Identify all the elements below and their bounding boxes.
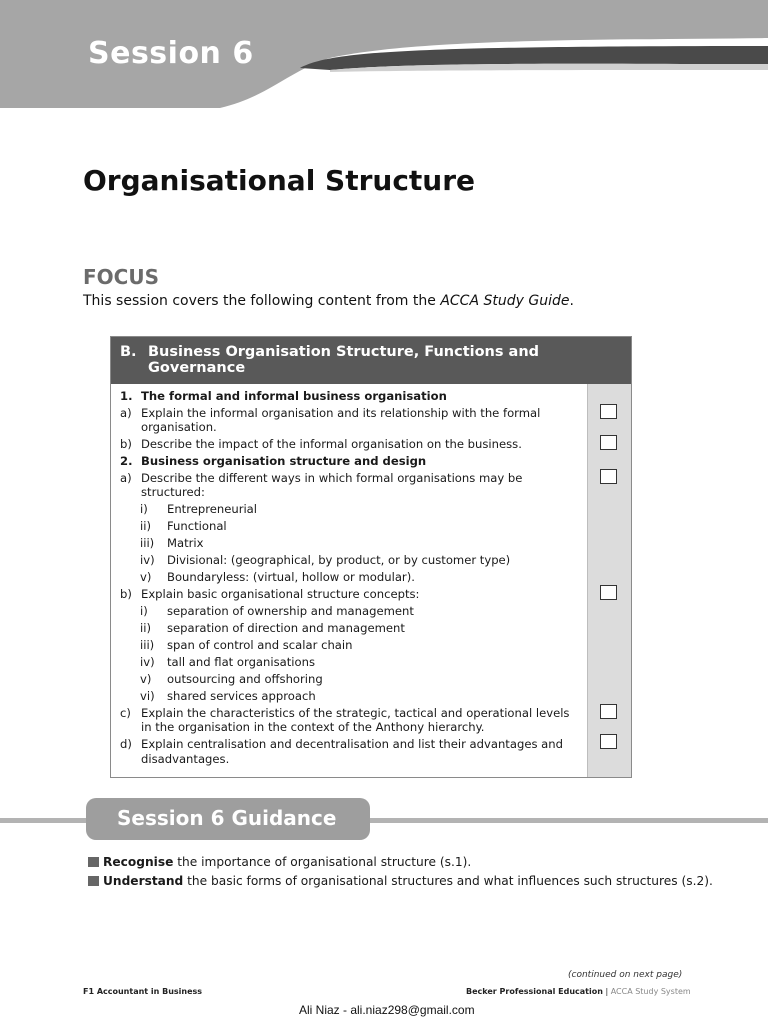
item-label: 2.	[120, 454, 133, 468]
square-bullet-icon	[88, 876, 99, 886]
footer-separator: |	[602, 987, 611, 996]
item-label: i)	[140, 502, 148, 516]
series-name: ACCA Study System	[610, 987, 691, 996]
focus-intro-text: This session covers the following content from the	[83, 293, 441, 309]
item-label: 1.	[120, 389, 133, 403]
item-text: Functional	[167, 519, 227, 533]
square-bullet-icon	[88, 857, 99, 867]
item-label: iv)	[140, 553, 155, 567]
section-letter: B.	[120, 344, 137, 360]
focus-heading: FOCUS	[83, 265, 159, 289]
guidance-text: the importance of organisational structure (s.1).	[173, 855, 472, 869]
guidance-item	[88, 855, 471, 869]
item-label: iii)	[140, 536, 155, 550]
item-text: Divisional: (geographical, by product, or by customer type)	[167, 553, 511, 567]
item-text: Matrix	[167, 536, 204, 550]
item-label: v)	[140, 672, 152, 686]
guidance-verb: Recognise	[103, 855, 174, 869]
continued-note: (continued on next page)	[568, 970, 683, 980]
checkbox-1b[interactable]	[600, 435, 617, 450]
item-text: The formal and informal business organisation	[141, 389, 447, 403]
item-label: vi)	[140, 689, 155, 703]
guidance-text: the basic forms of organisational structures and what influences such structures (s.2).	[183, 874, 713, 888]
item-text: Entrepreneurial	[167, 502, 258, 516]
item-label: iii)	[140, 638, 155, 652]
checkbox-2a[interactable]	[600, 469, 617, 484]
author-credit: Ali Niaz - ali.niaz298@gmail.com	[299, 1003, 475, 1017]
item-text: Explain basic organisational structure concepts:	[141, 587, 420, 601]
study-guide-table	[110, 336, 632, 778]
item-text: structured:	[141, 485, 205, 499]
item-label: i)	[140, 604, 148, 618]
item-text: separation of direction and management	[167, 621, 405, 635]
checkbox-2b[interactable]	[600, 585, 617, 600]
guidance-title: Session 6 Guidance	[117, 806, 337, 830]
page-title: Organisational Structure	[83, 164, 476, 197]
checkbox-2d[interactable]	[600, 734, 617, 749]
item-label: b)	[120, 587, 132, 601]
item-text: Explain the characteristics of the strategic, tactical and operational levels	[141, 706, 570, 720]
item-label: a)	[120, 471, 132, 485]
session-label: Session 6	[88, 36, 254, 71]
item-label: c)	[120, 706, 131, 720]
publisher-name: Becker Professional Education	[466, 987, 603, 996]
item-text: disadvantages.	[141, 752, 230, 766]
item-text: Describe the impact of the informal organisation on the business.	[141, 437, 522, 451]
item-text: shared services approach	[167, 689, 316, 703]
guidance-item	[88, 874, 713, 888]
item-text: Boundaryless: (virtual, hollow or modular).	[167, 570, 415, 584]
study-guide-header	[111, 337, 631, 384]
header-banner	[0, 0, 768, 110]
study-guide-reference: ACCA Study Guide	[440, 293, 570, 309]
item-text: Describe the different ways in which formal organisations may be	[141, 471, 523, 485]
focus-intro-end: .	[569, 293, 574, 309]
item-text: tall and flat organisations	[167, 655, 315, 669]
item-text: in the organisation in the context of the Anthony hierarchy.	[141, 720, 485, 734]
item-text: Business organisation structure and design	[141, 454, 427, 468]
section-title: Business Organisation Structure, Functions and Governance	[148, 344, 540, 376]
item-text: outsourcing and offshoring	[167, 672, 323, 686]
item-label: ii)	[140, 519, 151, 533]
item-label: ii)	[140, 621, 151, 635]
item-text: span of control and scalar chain	[167, 638, 353, 652]
checkbox-1a[interactable]	[600, 404, 617, 419]
item-label: v)	[140, 570, 152, 584]
footer-publisher	[466, 987, 691, 996]
item-text: separation of ownership and management	[167, 604, 414, 618]
checkbox-2c[interactable]	[600, 704, 617, 719]
item-text: organisation.	[141, 420, 217, 434]
item-label: b)	[120, 437, 132, 451]
item-text: Explain centralisation and decentralisation and list their advantages and	[141, 737, 563, 751]
guidance-verb: Understand	[103, 874, 184, 888]
item-label: d)	[120, 737, 132, 751]
focus-intro	[83, 293, 574, 309]
item-label: a)	[120, 406, 132, 420]
footer-course: F1 Accountant in Business	[83, 987, 203, 996]
item-text: Explain the informal organisation and its relationship with the formal	[141, 406, 541, 420]
item-label: iv)	[140, 655, 155, 669]
